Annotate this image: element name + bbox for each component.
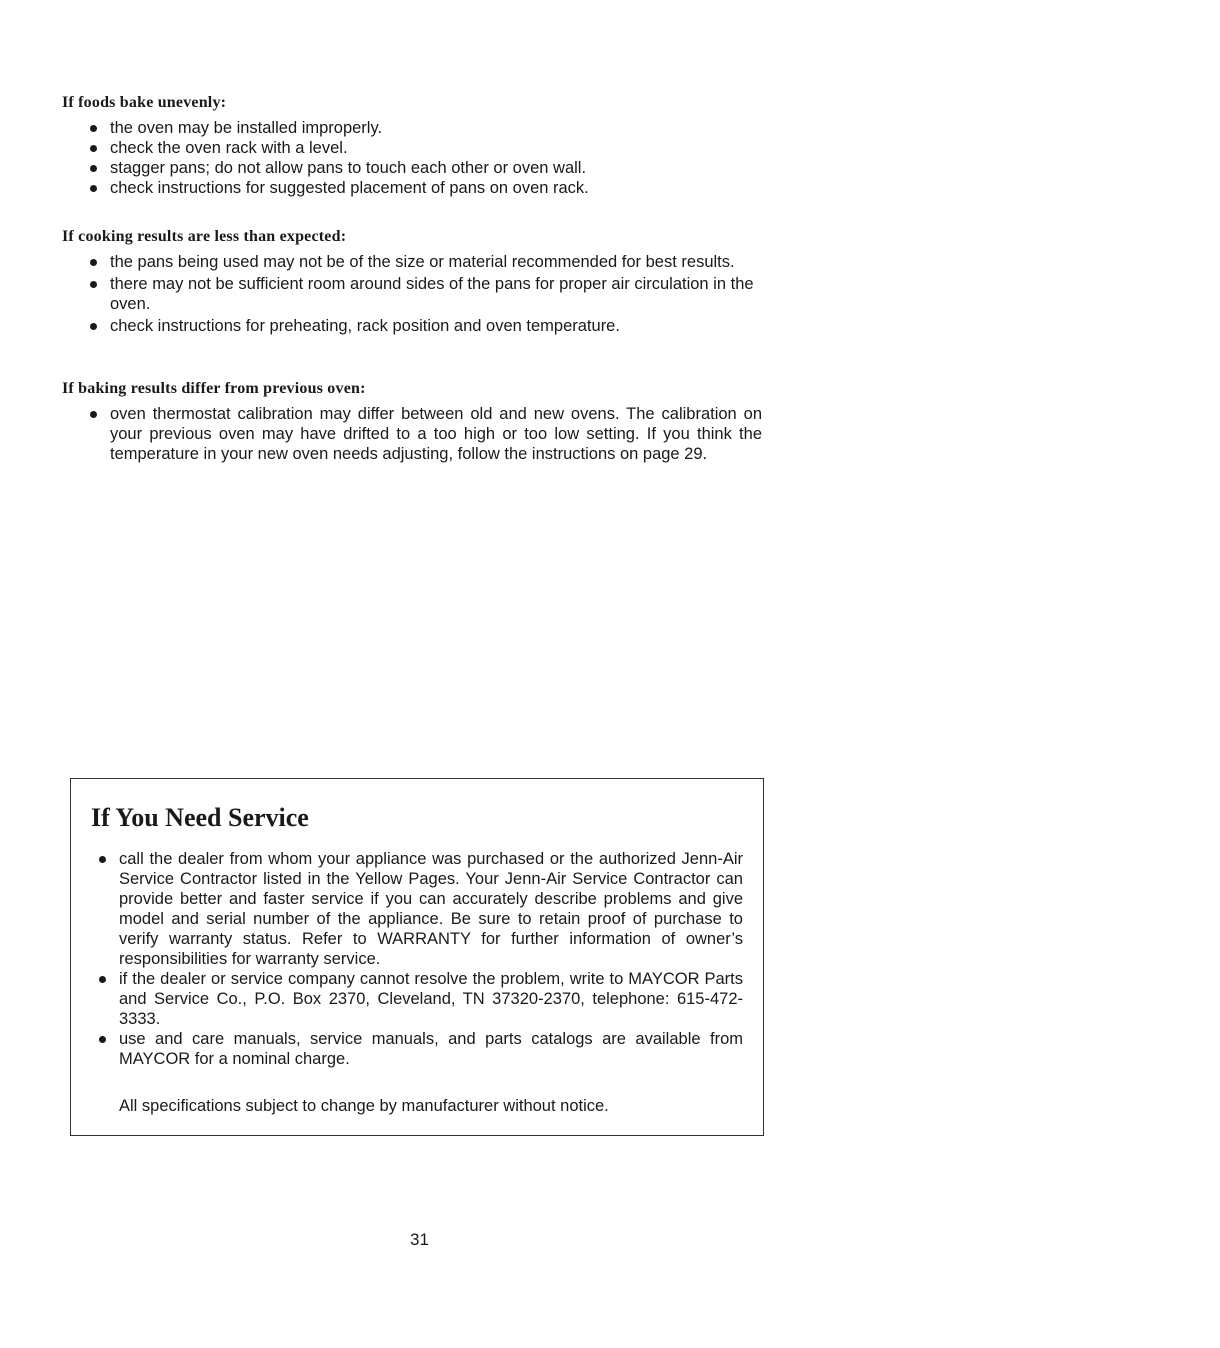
service-note: All specifications subject to change by manufacturer without notice. [119,1097,609,1115]
list-item [62,178,762,198]
bullet-icon [90,281,97,288]
list-item [62,138,762,158]
bullet-list [62,404,762,464]
bullet-icon [99,1036,106,1043]
service-list [71,849,743,1069]
bullet-list [62,252,762,336]
page-number: 31 [410,1230,429,1249]
list-item [71,969,743,1029]
list-item-text: call the dealer from whom your appliance was purchased or the authorized Jenn-Air Service Contractor listed in the Yellow Pages. Your Jenn-Air Service Contractor can provide better and faster service if you can accurately describe problems and give model and serial number of the appliance. Be sure to retain proof of purchase to verify warranty status. Refer to WARRANTY for further information of owner’s responsibilities for warranty service. [119,850,743,968]
section-heading: If cooking results are less than expected: [62,228,347,245]
section-baking-differ [62,380,762,464]
list-item-text: check the oven rack with a level. [110,139,348,157]
list-item [62,316,762,336]
list-item-text: stagger pans; do not allow pans to touch each other or oven wall. [110,159,587,177]
list-item [62,118,762,138]
section-cooking-results [62,228,762,336]
section-heading: If foods bake unevenly: [62,94,227,111]
section-heading: If baking results differ from previous oven: [62,380,366,397]
list-item [62,158,762,178]
list-item-text: the pans being used may not be of the size or material recommended for best results. [110,253,735,271]
bullet-icon [99,976,106,983]
list-item [71,849,743,969]
list-item [71,1029,743,1069]
bullet-icon [90,259,97,266]
list-item [62,252,762,272]
list-item [62,274,762,314]
list-item-text: if the dealer or service company cannot resolve the problem, write to MAYCOR Parts and Service Co., P.O. Box 2370, Cleveland, TN 37320-2370, telephone: 615-472-3333. [119,970,743,1028]
bullet-icon [99,856,106,863]
list-item-text: the oven may be installed improperly. [110,119,383,137]
service-box [70,778,764,1136]
list-item-text: oven thermostat calibration may differ between old and new ovens. The calibration on your previous oven may have drifted to a too high or too low setting. If you think the temperature in your new oven needs adjusting, follow the instructions on page 29. [110,405,762,463]
list-item-text: check instructions for suggested placement of pans on oven rack. [110,179,589,197]
bullet-icon [90,411,97,418]
bullet-icon [90,165,97,172]
bullet-icon [90,323,97,330]
bullet-list [62,118,762,198]
bullet-icon [90,125,97,132]
list-item [62,404,762,464]
list-item-text: use and care manuals, service manuals, and parts catalogs are available from MAYCOR for a nominal charge. [119,1030,743,1068]
section-bake-unevenly [62,94,762,198]
bullet-icon [90,145,97,152]
list-item-text: there may not be sufficient room around sides of the pans for proper air circulation in the oven. [110,275,754,313]
bullet-icon [90,185,97,192]
service-title: If You Need Service [91,803,309,832]
list-item-text: check instructions for preheating, rack position and oven temperature. [110,317,620,335]
